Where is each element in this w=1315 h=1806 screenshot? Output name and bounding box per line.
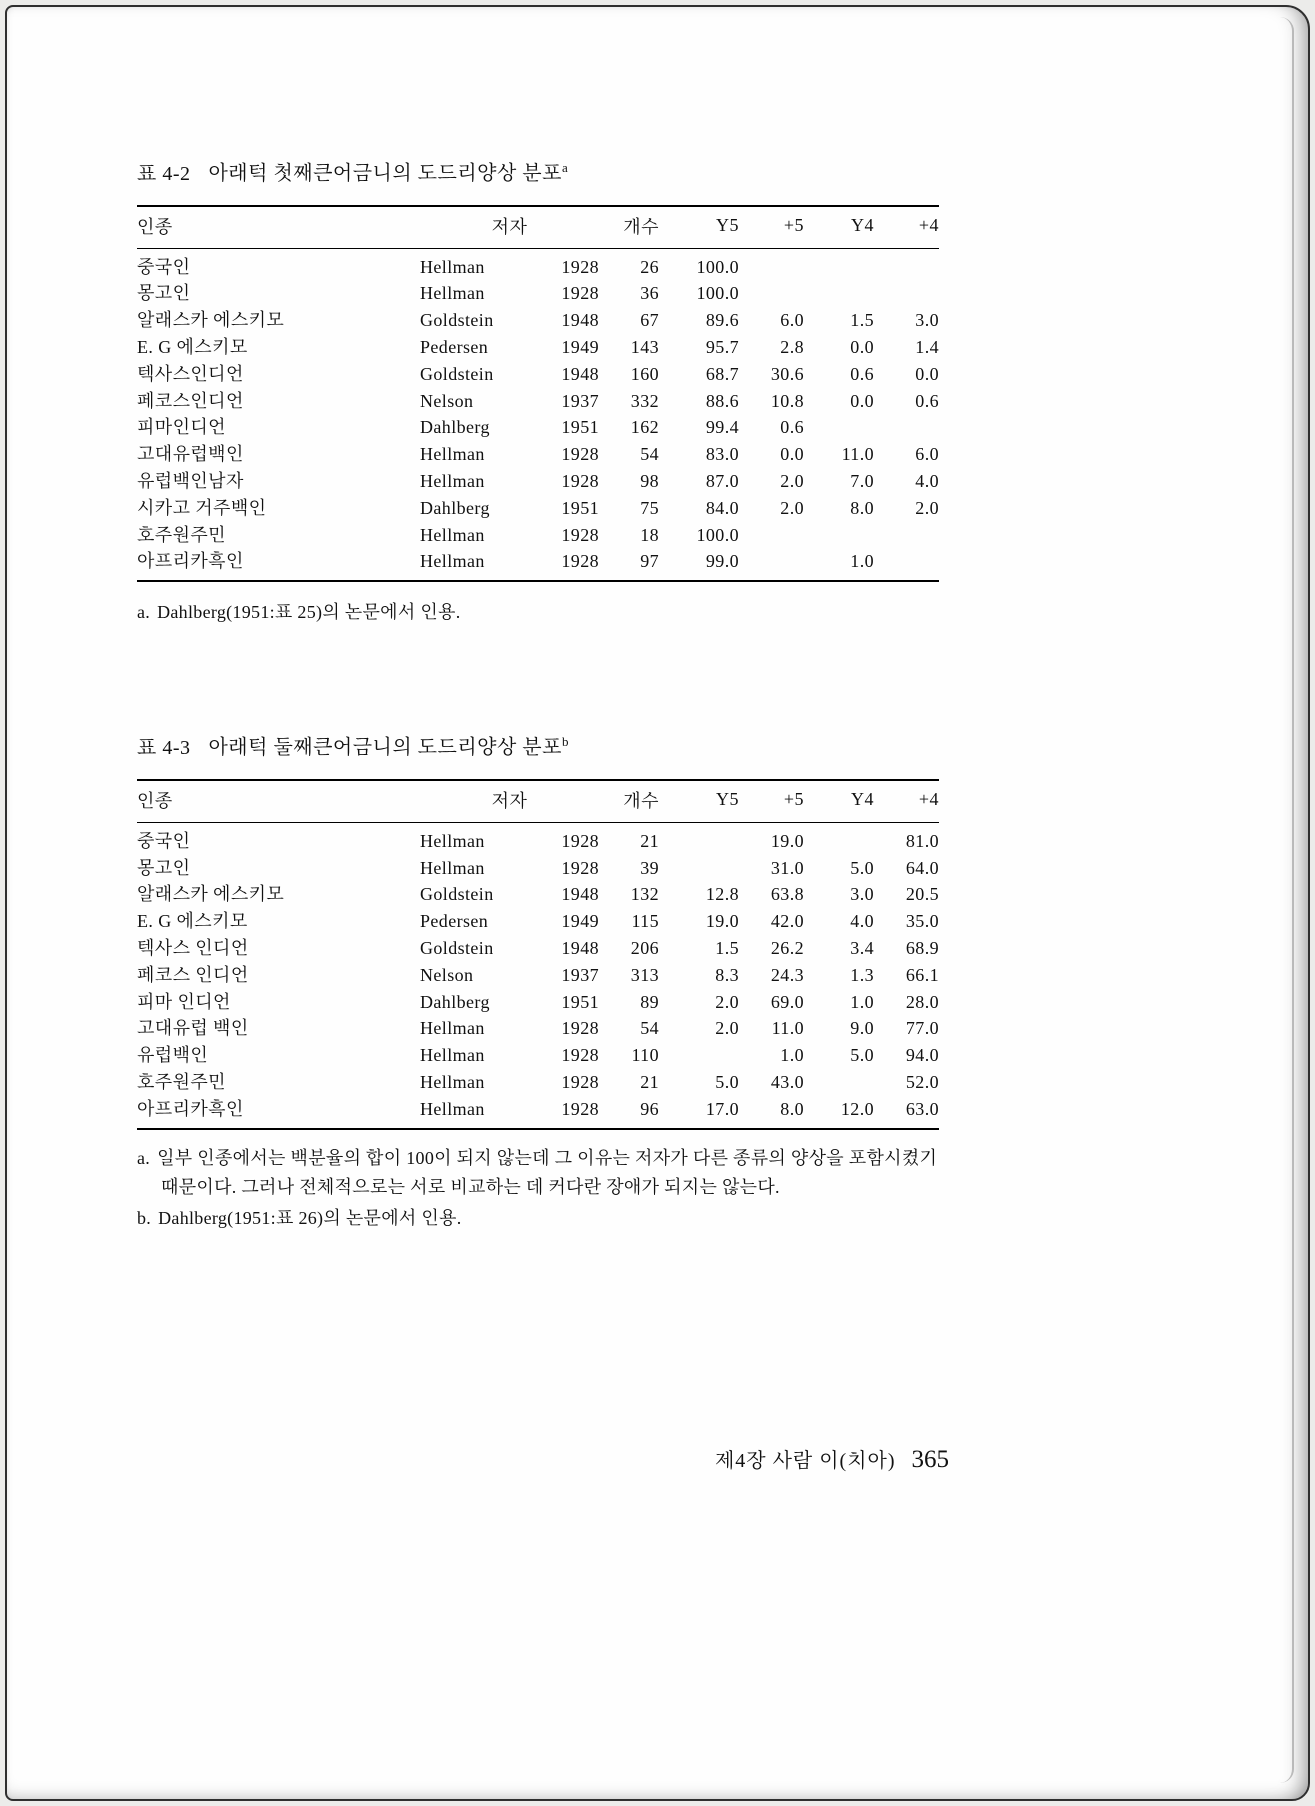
table-cell: 1.0 xyxy=(780,1045,804,1066)
table-cell: 54 xyxy=(640,444,659,465)
table-cell: 1.3 xyxy=(850,964,874,985)
table-cell: 2.0 xyxy=(715,991,739,1012)
table-cell: Dahlberg xyxy=(420,497,490,518)
table-cell: 143 xyxy=(630,337,659,358)
table-cell: 1928 xyxy=(561,1072,599,1093)
col-header-plus5: +5 xyxy=(783,789,804,810)
table-cell: 17.0 xyxy=(705,1098,739,1119)
col-header-race: 인종 xyxy=(137,216,173,237)
table2-body xyxy=(137,822,939,1128)
table-row xyxy=(137,1096,939,1129)
table-row xyxy=(137,248,939,280)
table-cell: 99.4 xyxy=(705,417,739,438)
table-cell: 호주원주민 xyxy=(137,524,226,545)
table-row xyxy=(137,822,939,854)
table-cell: 97 xyxy=(640,551,659,572)
footnote-marker: b. xyxy=(137,1207,152,1228)
table-cell: Hellman xyxy=(420,283,485,304)
table-cell: 고대유럽 백인 xyxy=(137,1018,249,1039)
table-cell: 5.0 xyxy=(715,1072,739,1093)
table-cell: 11.0 xyxy=(841,444,874,465)
table-cell xyxy=(874,248,939,280)
table-cell: 1928 xyxy=(561,256,599,277)
col-header-count: 개수 xyxy=(623,216,659,237)
table-cell: 10.8 xyxy=(770,390,804,411)
table-cell: 94.0 xyxy=(905,1045,939,1066)
table-cell: Dahlberg xyxy=(420,991,490,1012)
table-row xyxy=(137,522,939,549)
table-cell: 1951 xyxy=(561,417,599,438)
table-header-row xyxy=(137,780,939,823)
col-header-author: 저자 xyxy=(491,216,528,237)
table-cell: 2.0 xyxy=(780,471,804,492)
table-first-molar-distribution xyxy=(137,205,939,583)
table-row xyxy=(137,908,939,935)
table-cell: 69.0 xyxy=(770,991,804,1012)
table-cell: 3.0 xyxy=(850,884,874,905)
table-row xyxy=(137,855,939,882)
table-cell: 피마 인디언 xyxy=(137,991,231,1012)
table-cell: 20.5 xyxy=(905,884,939,905)
table2-title-text: 아래턱 둘째큰어금니의 도드리양상 분포 xyxy=(208,736,562,759)
page-number: 365 xyxy=(911,1446,949,1473)
table-cell: 페코스 인디언 xyxy=(137,964,249,985)
col-header-count: 개수 xyxy=(623,790,659,811)
table-cell: 332 xyxy=(630,390,659,411)
table-cell: 1.0 xyxy=(850,551,874,572)
table-cell: 21 xyxy=(640,830,659,851)
table-cell: Hellman xyxy=(420,1045,485,1066)
table-cell: 3.0 xyxy=(915,310,939,331)
table-cell: 1928 xyxy=(561,444,599,465)
table-cell: 2.0 xyxy=(780,497,804,518)
table-cell: 1948 xyxy=(561,884,599,905)
table-cell: Goldstein xyxy=(420,884,494,905)
table-cell: 75 xyxy=(640,497,659,518)
table-cell: 페코스인디언 xyxy=(137,390,244,411)
table-cell: 0.0 xyxy=(780,444,804,465)
chapter-title: 제4장 사람 이(치아) xyxy=(714,1450,896,1472)
table-cell xyxy=(804,522,874,549)
table-cell: 1.5 xyxy=(715,938,739,959)
table-cell: Pedersen xyxy=(420,337,489,358)
col-header-y5: Y5 xyxy=(716,789,739,810)
table-cell: 100.0 xyxy=(696,256,739,277)
table-cell: 8.0 xyxy=(850,497,874,518)
table-cell: Hellman xyxy=(420,524,485,545)
table-cell: 77.0 xyxy=(905,1018,939,1039)
table-cell: 98 xyxy=(640,471,659,492)
table-cell xyxy=(874,522,939,549)
table-cell: 63.0 xyxy=(905,1098,939,1119)
table-cell: 19.0 xyxy=(770,830,804,851)
table-cell xyxy=(739,548,804,581)
table-cell: Goldstein xyxy=(420,938,494,959)
table-cell: 1948 xyxy=(561,938,599,959)
table-cell: Goldstein xyxy=(420,310,494,331)
table2-footnote-b xyxy=(137,1204,943,1233)
table-cell xyxy=(804,1069,874,1096)
page-content xyxy=(137,155,943,1233)
table-cell: 1937 xyxy=(561,390,599,411)
table-cell: 아프리카흑인 xyxy=(137,1098,244,1119)
table-cell: Hellman xyxy=(420,830,485,851)
table-cell xyxy=(874,280,939,307)
table-cell: E. G 에스키모 xyxy=(137,911,248,932)
table-row xyxy=(137,280,939,307)
table-cell: 1928 xyxy=(561,283,599,304)
table-cell: Hellman xyxy=(420,551,485,572)
table-cell xyxy=(659,855,739,882)
table-cell: Hellman xyxy=(420,1072,485,1093)
table-cell: 206 xyxy=(630,938,659,959)
table-row xyxy=(137,388,939,415)
table-cell: 고대유럽백인 xyxy=(137,444,244,465)
table-row xyxy=(137,495,939,522)
table-cell: 0.6 xyxy=(780,417,804,438)
footnote-marker: a. xyxy=(137,1147,151,1168)
table-cell: Hellman xyxy=(420,1018,485,1039)
table-cell xyxy=(804,822,874,854)
table-cell: Nelson xyxy=(420,964,474,985)
table-cell: 4.0 xyxy=(915,471,939,492)
table-cell: 1937 xyxy=(561,964,599,985)
table-cell xyxy=(659,1042,739,1069)
table-row xyxy=(137,548,939,581)
table1-note-mark: a xyxy=(561,160,569,175)
table-cell: 26.2 xyxy=(770,938,804,959)
col-header-plus4: +4 xyxy=(918,789,939,810)
table-cell: 88.6 xyxy=(705,390,739,411)
table-cell: 132 xyxy=(630,884,659,905)
table-cell: 1928 xyxy=(561,1098,599,1119)
col-header-plus4: +4 xyxy=(918,215,939,236)
table-cell: 87.0 xyxy=(705,471,739,492)
table-cell: 1.5 xyxy=(850,310,874,331)
table-cell: 1928 xyxy=(561,830,599,851)
table-cell: 110 xyxy=(631,1045,659,1066)
table-cell xyxy=(874,548,939,581)
table-cell: 1951 xyxy=(561,497,599,518)
table-row xyxy=(137,307,939,334)
table-cell xyxy=(804,248,874,280)
table1-label: 표 4-2 xyxy=(137,162,191,185)
table-cell xyxy=(804,280,874,307)
table-cell xyxy=(739,280,804,307)
table-cell: 1928 xyxy=(561,551,599,572)
table-cell: 84.0 xyxy=(705,497,739,518)
table-cell: Pedersen xyxy=(420,911,489,932)
page-curl-edge xyxy=(1280,17,1294,1783)
table-cell: 0.0 xyxy=(915,363,939,384)
table-cell: 시카고 거주백인 xyxy=(137,497,267,518)
table-cell: 28.0 xyxy=(905,991,939,1012)
table-cell: 텍사스인디언 xyxy=(137,363,244,384)
table-cell: 2.8 xyxy=(780,337,804,358)
table-cell: 6.0 xyxy=(780,310,804,331)
table-cell: 알래스카 에스키모 xyxy=(137,884,285,905)
table-cell: 0.0 xyxy=(850,337,874,358)
table-cell: Hellman xyxy=(420,444,485,465)
table-cell: 18 xyxy=(640,524,659,545)
table-cell: Hellman xyxy=(420,1098,485,1119)
col-header-y4: Y4 xyxy=(851,215,874,236)
table-cell: 89 xyxy=(640,991,659,1012)
table-cell: 중국인 xyxy=(137,256,191,277)
table-cell: 24.3 xyxy=(770,964,804,985)
table-cell: 1928 xyxy=(561,524,599,545)
table2-note-mark: b xyxy=(561,734,569,750)
table-cell: 5.0 xyxy=(850,857,874,878)
table-row xyxy=(137,1015,939,1042)
table-row xyxy=(137,1042,939,1069)
table2-footnotes xyxy=(137,1144,943,1233)
footnote-marker: a. xyxy=(137,602,151,623)
table-cell: 0.0 xyxy=(850,390,874,411)
table-row xyxy=(137,962,939,989)
table-cell: 160 xyxy=(630,363,659,384)
table-cell: 19.0 xyxy=(705,911,739,932)
table-cell: 96 xyxy=(640,1098,659,1119)
table-cell: 43.0 xyxy=(770,1072,804,1093)
table-cell: 호주원주민 xyxy=(137,1072,226,1093)
table-row xyxy=(137,361,939,388)
table-cell: 12.0 xyxy=(840,1098,874,1119)
table-cell: 9.0 xyxy=(850,1018,874,1039)
table-cell: 21 xyxy=(640,1072,659,1093)
table-second-molar-distribution xyxy=(137,779,939,1130)
table-cell: 1948 xyxy=(561,363,599,384)
table-cell: 1928 xyxy=(561,1045,599,1066)
col-header-y4: Y4 xyxy=(851,789,874,810)
table-cell: 아프리카흑인 xyxy=(137,551,244,572)
table1-title-text: 아래턱 첫째큰어금니의 도드리양상 분포 xyxy=(208,162,562,185)
table-cell: 99.0 xyxy=(705,551,739,572)
table-cell: 0.6 xyxy=(915,390,939,411)
table-cell: 67 xyxy=(640,310,659,331)
table-cell: Hellman xyxy=(420,256,485,277)
table-cell: 11.0 xyxy=(771,1018,804,1039)
table-cell: 42.0 xyxy=(770,911,804,932)
table-cell: 1949 xyxy=(561,337,599,358)
table-cell: 몽고인 xyxy=(137,283,191,304)
table-cell: 68.7 xyxy=(705,363,739,384)
table-cell: 1.4 xyxy=(915,337,939,358)
table-cell: 115 xyxy=(631,911,659,932)
table-row xyxy=(137,441,939,468)
table-row xyxy=(137,881,939,908)
col-header-race: 인종 xyxy=(137,790,173,811)
table-row xyxy=(137,935,939,962)
table-cell: 39 xyxy=(640,857,659,878)
table-cell: 63.8 xyxy=(770,884,804,905)
table-row xyxy=(137,334,939,361)
col-header-y5: Y5 xyxy=(716,215,739,236)
scanned-book-page xyxy=(5,5,1310,1801)
table-cell: 유럽백인 xyxy=(137,1045,209,1066)
table-cell: 5.0 xyxy=(850,1045,874,1066)
table1-footnote xyxy=(137,598,943,627)
table1-title xyxy=(137,155,943,187)
table-cell: 7.0 xyxy=(850,471,874,492)
page-footer xyxy=(137,1444,949,1474)
table-cell: Goldstein xyxy=(420,363,494,384)
table-cell: 66.1 xyxy=(905,964,939,985)
table-cell: Hellman xyxy=(420,471,485,492)
table1-body xyxy=(137,248,939,581)
table2-label: 표 4-3 xyxy=(137,736,191,759)
table-cell: 54 xyxy=(640,1018,659,1039)
footnote-text: 일부 인종에서는 백분율의 합이 100이 되지 않는데 그 이유는 저자가 다른 종류의 양상을 포함시켰기 때문이다. 그러나 전체적으로는 서로 비교하는 데 커다란 장애가 되지는 않는다. xyxy=(157,1147,938,1197)
table-cell: 0.6 xyxy=(850,363,874,384)
table-cell: 1948 xyxy=(561,310,599,331)
table-cell: E. G 에스키모 xyxy=(137,337,248,358)
table-cell: 35.0 xyxy=(905,911,939,932)
col-header-author: 저자 xyxy=(491,790,528,811)
table-row xyxy=(137,414,939,441)
table-cell: 313 xyxy=(630,964,659,985)
table-cell: 피마인디언 xyxy=(137,417,226,438)
table-header-row xyxy=(137,206,939,249)
table-cell: 26 xyxy=(640,256,659,277)
table-cell: 95.7 xyxy=(705,337,739,358)
table-cell: 2.0 xyxy=(915,497,939,518)
table-cell xyxy=(739,248,804,280)
table-cell: 2.0 xyxy=(715,1018,739,1039)
table-cell: 알래스카 에스키모 xyxy=(137,310,285,331)
table-cell: 89.6 xyxy=(705,310,739,331)
table-cell: 8.3 xyxy=(715,964,739,985)
table-cell: 31.0 xyxy=(770,857,804,878)
table-cell: 유럽백인남자 xyxy=(137,471,244,492)
table-cell: 1928 xyxy=(561,857,599,878)
table-cell: Nelson xyxy=(420,390,474,411)
table-cell: 100.0 xyxy=(696,524,739,545)
table-cell: 81.0 xyxy=(905,830,939,851)
footnote-text: Dahlberg(1951:표 25)의 논문에서 인용. xyxy=(157,602,461,623)
table-cell: 6.0 xyxy=(915,444,939,465)
table-cell: 4.0 xyxy=(850,911,874,932)
table-cell: 30.6 xyxy=(770,363,804,384)
table-cell: 12.8 xyxy=(705,884,739,905)
table-cell: 52.0 xyxy=(905,1072,939,1093)
table-cell: 36 xyxy=(640,283,659,304)
table-cell: 83.0 xyxy=(705,444,739,465)
table-row xyxy=(137,1069,939,1096)
table-cell: 텍사스 인디언 xyxy=(137,938,249,959)
table-cell: 68.9 xyxy=(905,938,939,959)
table-cell: 100.0 xyxy=(696,283,739,304)
table-cell: Hellman xyxy=(420,857,485,878)
table-cell: Dahlberg xyxy=(420,417,490,438)
table-cell xyxy=(659,822,739,854)
table-row xyxy=(137,468,939,495)
table2-title xyxy=(137,729,943,761)
table-cell: 몽고인 xyxy=(137,857,191,878)
table-cell: 1.0 xyxy=(850,991,874,1012)
table-cell: 3.4 xyxy=(850,938,874,959)
table-cell: 1951 xyxy=(561,991,599,1012)
table-cell: 162 xyxy=(630,417,659,438)
col-header-plus5: +5 xyxy=(783,215,804,236)
table-cell: 1928 xyxy=(561,471,599,492)
table-cell: 중국인 xyxy=(137,830,191,851)
table-cell: 1949 xyxy=(561,911,599,932)
footnote-text: Dahlberg(1951:표 26)의 논문에서 인용. xyxy=(158,1207,462,1228)
table2-footnote-a xyxy=(137,1144,943,1202)
table-cell: 8.0 xyxy=(780,1098,804,1119)
table-cell: 1928 xyxy=(561,1018,599,1039)
table-cell: 64.0 xyxy=(905,857,939,878)
table-cell xyxy=(874,414,939,441)
table-row xyxy=(137,989,939,1016)
table-cell xyxy=(804,414,874,441)
table-cell xyxy=(739,522,804,549)
